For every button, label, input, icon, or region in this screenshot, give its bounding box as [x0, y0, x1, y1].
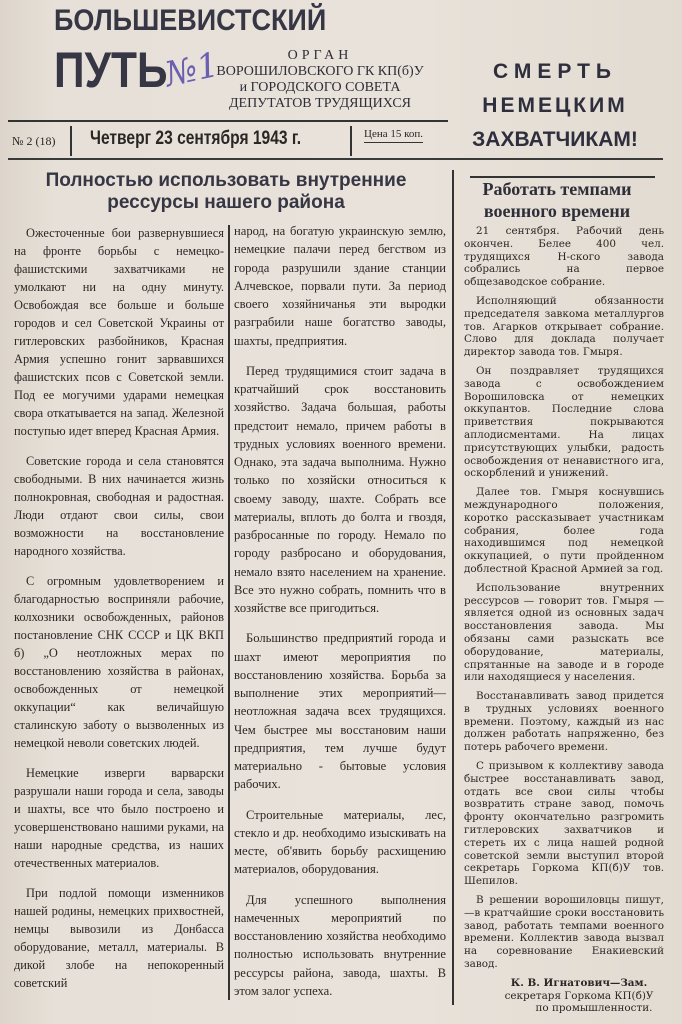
masthead-slogan — [470, 55, 640, 157]
paragraph: народ, на богатую украинскую землю, немецкие палачи перед бегством из города разрушили здание станции Алчевское, порвали пути. За период своего хозяйничанья эти выродки разграбили наше богатство заводы, шахты, предприятия. — [234, 224, 446, 348]
side-article-headline — [462, 178, 652, 222]
paragraph: При подлой помощи изменников нашей родины, немецких прихвостней, немцы вывозили из Донбасса оборудование, металл, материалы. В дикой злобе на непокоренный советский — [14, 886, 224, 990]
paragraph: Советские города и села становятся свободными. В них начинается жизнь полнокровная, свободная и радостная. Люди отдают свои силы, свои возможности на восстановление народного хозяйства. — [14, 454, 224, 558]
paragraph: Строительные материалы, лес, стекло и др. необходимо изыскивать на месте, об'явить борьбу расхищению материалов, оборудования. — [234, 807, 446, 877]
paragraph: Исполняющий обязанности председателя завкома металлургов тов. Агарков открывает собрание. Слово для доклада получает директор завода тов. Гмыря. — [464, 294, 664, 359]
masthead-organ — [205, 48, 435, 112]
main-article-column-2 — [234, 222, 446, 1012]
issue-date: Четверг 23 сентября 1943 г. — [90, 128, 302, 149]
headline-line: Полностью использовать внутренние — [45, 170, 407, 191]
paragraph: Перед трудящимися стоит задача в кратчайший срок восстановить хозяйство. Задача большая, работы предстоит немало, причем работы в трудных условиях военного времени. Однако, эта задача выполнима. Нужно только по хозяйски относиться к своему заводу, шахте. Собрать все материалы, вплоть до болта и гвоздя, разбросанные по городу. Немало по городу разбросано и оборудования, немало взято населением на хранение. Все это нужно собрать, помнить что в хозяйстве все пригодиться. — [234, 363, 446, 615]
divider — [70, 126, 72, 156]
paragraph: Ожесточенные бои развернувшиеся на фронте борьбы с немецко-фашистскими захватчиками не умолкают ни на одну минуту. Освобождая все больше и больше городов и сел Советской Украины от гитлеровских разбойников, Красная Армия успешно гонит зарвавшихся фашистских псов с Советской земли. Под ее могучими ударами немецкая свора откатывается на запад. Железной поступью идет вперед Красная Армия. — [14, 226, 224, 438]
organ-line: и ГОРОДСКОГО СОВЕТА — [239, 80, 401, 95]
main-article-column-1 — [14, 224, 224, 1004]
paragraph: Восстанавливать завод придется в трудных условиях военного времени. Поэтому, каждый из нас должен работать напряженно, без потерь рабочего времени. — [464, 690, 664, 754]
signature-title: по промышленности. — [535, 1002, 653, 1015]
paragraph: С призывом к коллективу завода быстрее восстанавливать завод, отдать все свои силы чтобы возвратить стране завод, помочь фронту окончательно разгромить гитлеровских захватчиков и стереть их с лица нашей родной советской земли выступил второй секретарь Горкома КП(б)У тов. Шепилов. — [464, 760, 664, 888]
masthead-title-line1: БОЛЬШЕВИСТСКИЙ — [54, 4, 327, 37]
paragraph: Для успешного выполнения намеченных мероприятий по восстановлению хозяйства необходимо полностью использовать внутренние рессурсы района, завода, шахты. В этом залог успеха. — [234, 892, 446, 998]
paragraph: Далее тов. Гмыря коснувшись международного положения, коротко рассказывает участникам собрания, более года находившимся под немецкой оккупацией, о пути пройденном доблестной Красной Армией за год. — [464, 486, 664, 575]
column-divider — [228, 225, 230, 1000]
paragraph: С огромным удовлетворением и благодарностью восприняли рабочие, колхозники освобожденных, районов постановление СНК СССР и ЦК ВКП б) „О неотложных мерах по восстановлению хозяйства в районах, освобожденных от немецкой оккупации“ как величайшую сталинскую заботу о вызволенных из немецкой неволи советских людей. — [14, 574, 224, 750]
signature-name: К. В. Игнатович—Зам. — [510, 976, 648, 989]
paragraph: Немецкие изверги варварски разрушали наши города и села, заводы и шахты, все что было построено и усовершенствовано нашими руками, на наши народные средства, из наших отечественных материалов. — [14, 766, 224, 870]
slogan-line: НЕМЕЦКИМ — [482, 94, 628, 117]
paragraph: В решении ворошиловцы пишут, —в кратчайшие сроки восстановить завод, работать темпами военного времени. Коллектив завода вызвал на соревнование Енакиевский завод. — [464, 894, 664, 971]
horizontal-rule — [8, 158, 663, 160]
signature-title: секретаря Горкома КП(б)У — [504, 989, 654, 1002]
paragraph: Он поздравляет трудящихся завода с освобождением Ворошиловска от немецких оккупантов. Последние слова приветствия покрываются аплодисментами. На лицах присутствующих улыбки, радость освобождения от ненавистного ига, оскорблений и унижений. — [464, 364, 664, 480]
side-article-column — [464, 225, 664, 1015]
headline-line: рессурсы нашего района — [107, 192, 345, 213]
organ-line: ВОРОШИЛОВСКОГО ГК КП(б)У — [216, 64, 424, 79]
paragraph: 21 сентября. Рабочий день окончен. Белее 400 чел. трудящихся Н-ского завода собрались на первое общезаводское собрание. — [464, 225, 664, 289]
handwritten-note: №1 — [161, 44, 223, 96]
organ-line: ДЕПУТАТОВ ТРУДЯЩИХСЯ — [228, 96, 412, 111]
issue-number: № 2 (18) — [12, 134, 56, 148]
issue-price: Цена 15 коп. — [364, 128, 423, 143]
slogan-line: СМЕРТЬ — [492, 60, 618, 83]
dateline — [8, 120, 448, 158]
signature — [464, 977, 664, 1015]
paragraph: Использование внутренних рессурсов — говорит тов. Гмыря — является одной из основных задач восстановления завода. Мы обязаны сами разыскать все оборудование, материалы, спрятанные на заводе и в городе или находящиеся у населения. — [464, 581, 664, 684]
column-divider — [452, 170, 454, 1005]
slogan-line: ЗАХВАТЧИКАМ! — [472, 128, 638, 151]
headline-line: военного времени — [483, 201, 631, 221]
organ-line: ОРГАН — [287, 48, 353, 63]
main-article-headline — [10, 170, 442, 214]
divider — [350, 126, 352, 156]
headline-line: Работать темпами — [482, 179, 632, 199]
paragraph: Большинство предприятий города и шахт имеют мероприятия по восстановлению хозяйства. Борьба за выполнение этих мероприятий—неотложная задача всех трудящихся. Чем быстрее мы восстановим наши предприятия, тем лучше будут материально - бытовые условия рабочих. — [234, 631, 446, 792]
masthead-title-line2: ПУТЬ — [54, 42, 168, 98]
